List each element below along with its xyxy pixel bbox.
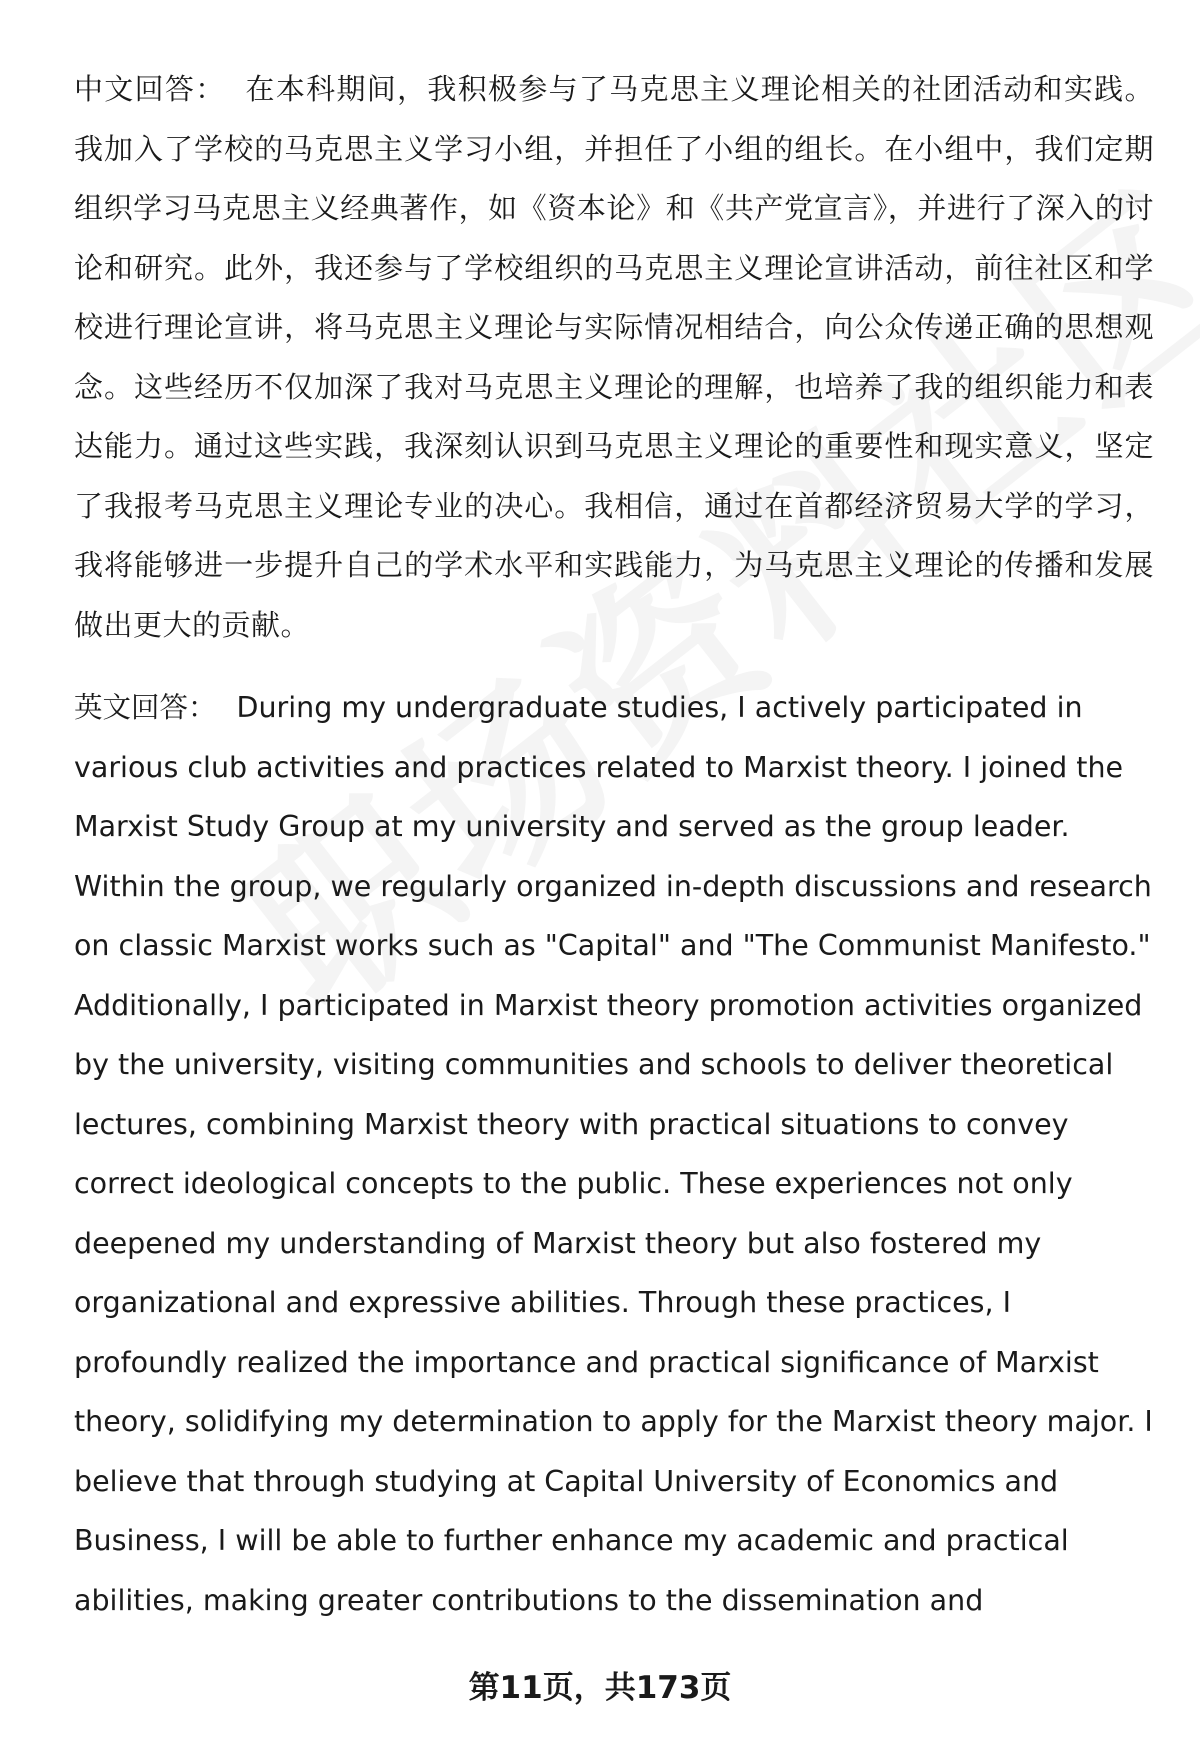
document-body: [74, 60, 1154, 1630]
english-answer-paragraph: [74, 678, 1154, 1630]
chinese-answer-text: 在本科期间，我积极参与了马克思主义理论相关的社团活动和实践。我加入了学校的马克思主义学习小组，并担任了小组的组长。在小组中，我们定期组织学习马克思主义经典著作，如《资本论》和《共产党宣言》，并进行了深入的讨论和研究。此外，我还参与了学校组织的马克思主义理论宣讲活动，前往社区和学校进行理论宣讲，将马克思主义理论与实际情况相结合，向公众传递正确的思想观念。这些经历不仅加深了我对马克思主义理论的理解，也培养了我的组织能力和表达能力。通过这些实践，我深刻认识到马克思主义理论的重要性和现实意义，坚定了我报考马克思主义理论专业的决心。我相信，通过在首都经济贸易大学的学习，我将能够进一步提升自己的学术水平和实践能力，为马克思主义理论的传播和发展做出更大的贡献。: [74, 72, 1154, 642]
english-answer-text: During my undergraduate studies, I actively participated in various club activities and practices related to Marxist theory. I joined the Marxist Study Group at my university and served as the group leader. Within the group, we regularly organized in-depth discussions and research on classic Marxist works such as "Capital" and "The Communist Manifesto." Additionally, I participated in Marxist theory promotion activities organized by the university, visiting communities and schools to deliver theoretical lectures, combining Marxist theory with practical situations to convey correct ideological concepts to the public. These experiences not only deepened my understanding of Marxist theory but also fostered my organizational and expressive abilities. Through these practices, I profoundly realized the importance and practical significance of Marxist theory, solidifying my determination to apply for the Marxist theory major. I believe that through studying at Capital University of Economics and Business, I will be able to further enhance my academic and practical abilities, making greater contributions to the dissemination and: [74, 691, 1153, 1617]
page-number-footer: 第11页，共173页: [468, 1670, 732, 1706]
english-answer-label: 英文回答：: [74, 691, 217, 724]
chinese-answer-paragraph: [74, 60, 1154, 655]
chinese-answer-label: 中文回答：: [74, 72, 226, 106]
